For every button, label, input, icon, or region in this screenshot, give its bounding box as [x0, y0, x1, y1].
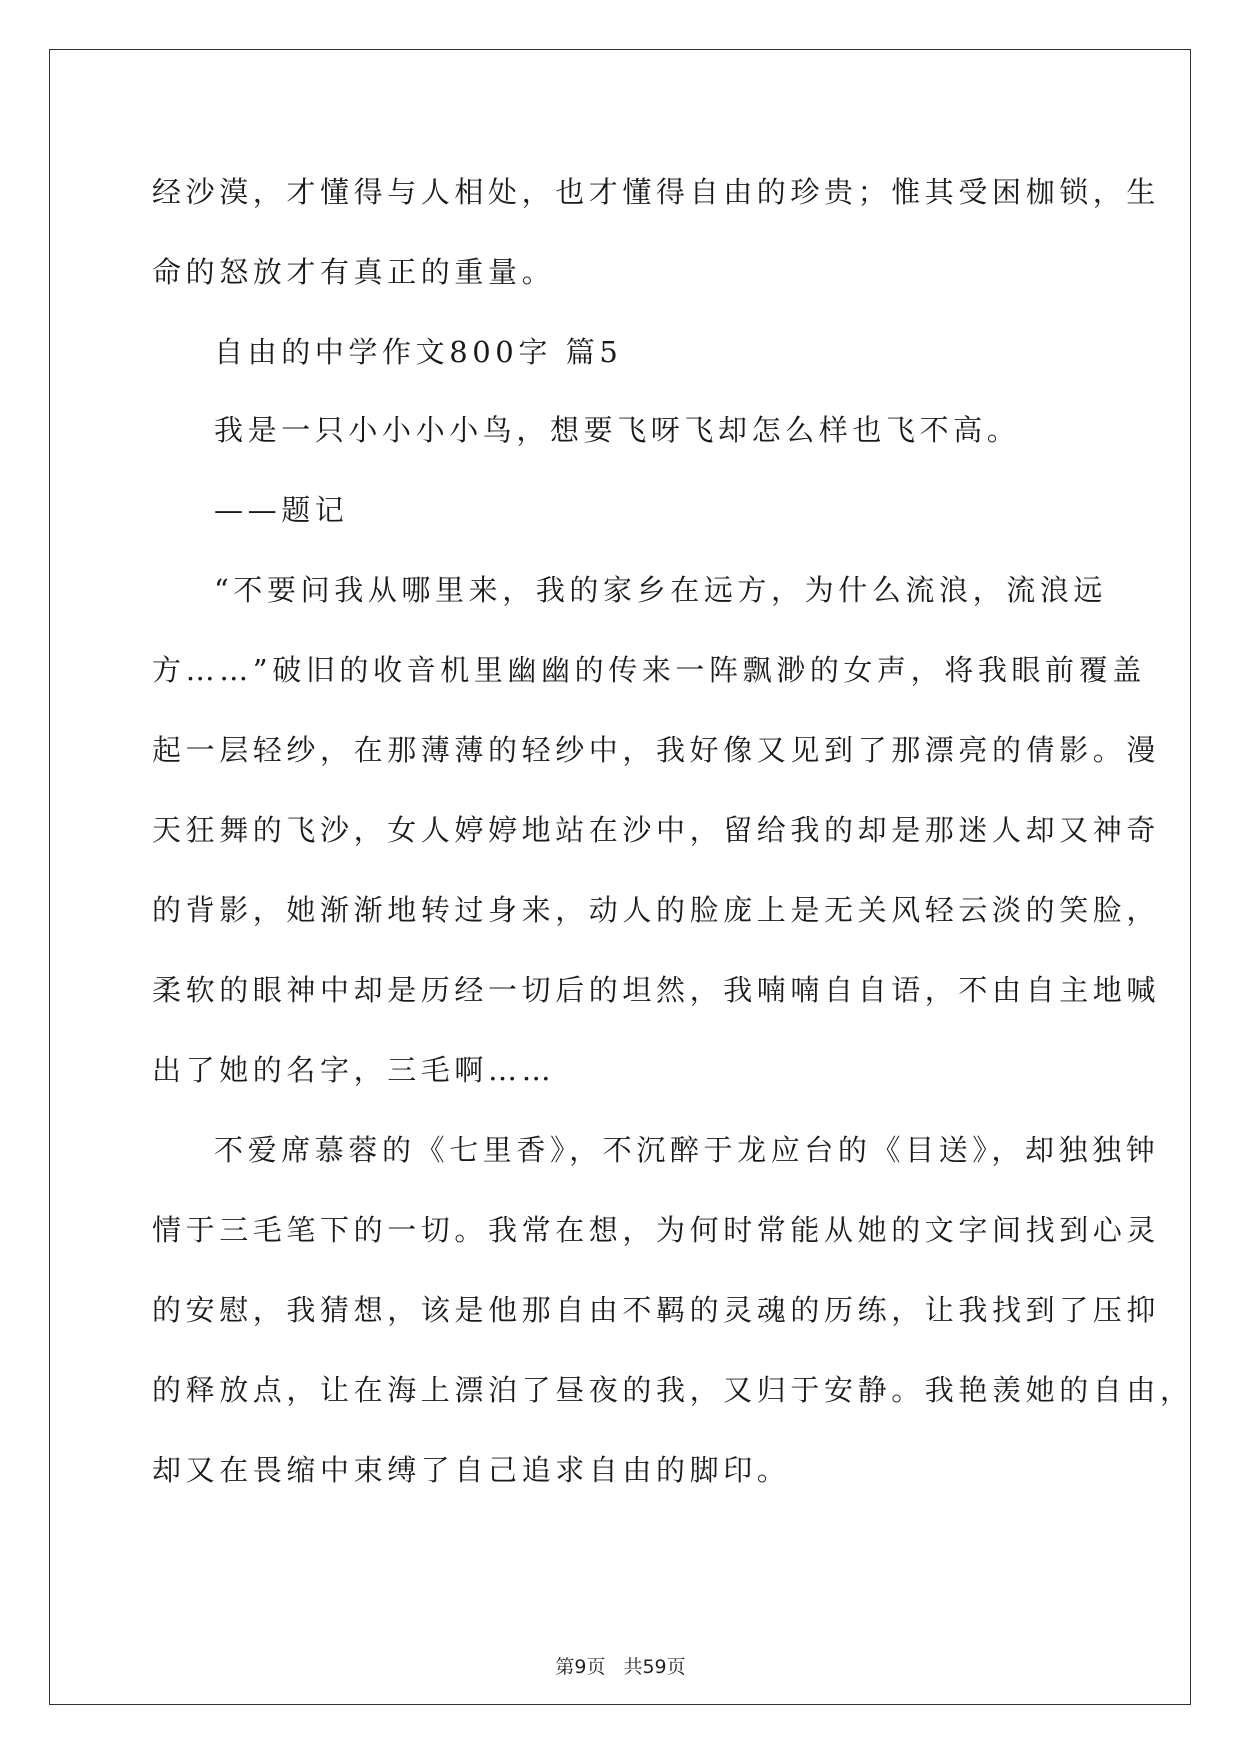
page-number: 第9页 [555, 1656, 606, 1678]
page-footer [0, 1654, 1241, 1680]
paragraph-line: 的释放点，让在海上漂泊了昼夜的我，又归于安静。我艳羡她的自由， [152, 1373, 1194, 1407]
page-total: 共59页 [623, 1656, 686, 1678]
section-heading: 自由的中学作文800字 篇5 [214, 335, 623, 369]
paragraph-line: 出了她的名字，三毛啊…… [152, 1053, 556, 1087]
paragraph-line: “不要问我从哪里来，我的家乡在远方，为什么流浪，流浪远 [214, 573, 1108, 607]
paragraph-line: 方……”破旧的收音机里幽幽的传来一阵飘渺的女声，将我眼前覆盖 [152, 653, 1146, 687]
paragraph-line: 的安慰，我猜想，该是他那自由不羁的灵魂的历练，让我找到了压抑 [152, 1293, 1161, 1327]
paragraph-line: 天狂舞的飞沙，女人婷婷地站在沙中，留给我的却是那迷人却又神奇 [152, 813, 1161, 847]
epigraph-line: 我是一只小小小小鸟，想要飞呀飞却怎么样也飞不高。 [214, 413, 1021, 447]
paragraph-line: 起一层轻纱，在那薄薄的轻纱中，我好像又见到了那漂亮的倩影。漫 [152, 733, 1161, 767]
paragraph-line: 的背影，她渐渐地转过身来，动人的脸庞上是无关风轻云淡的笑脸， [152, 893, 1161, 927]
paragraph-line: 柔软的眼神中却是历经一切后的坦然，我喃喃自自语，不由自主地喊 [152, 973, 1161, 1007]
paragraph-line: 经沙漠，才懂得与人相处，也才懂得自由的珍贵；惟其受困枷锁，生 [152, 175, 1161, 209]
epigraph-attribution: ——题记 [214, 493, 349, 527]
paragraph-line: 却又在畏缩中束缚了自己追求自由的脚印。 [152, 1453, 791, 1487]
paragraph-line: 不爱席慕蓉的《七里香》，不沉醉于龙应台的《目送》，却独独钟 [214, 1133, 1160, 1167]
paragraph-line: 情于三毛笔下的一切。我常在想，为何时常能从她的文字间找到心灵 [152, 1213, 1161, 1247]
paragraph-line: 命的怒放才有真正的重量。 [152, 255, 556, 289]
